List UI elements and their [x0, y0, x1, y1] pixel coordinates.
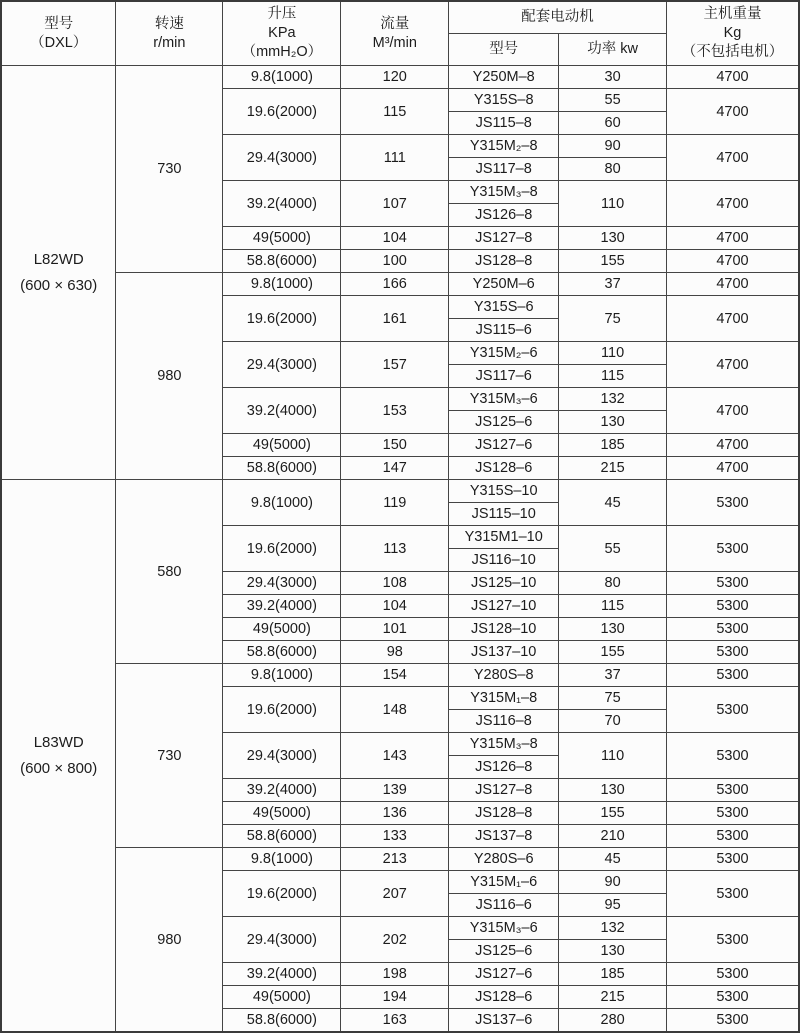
motor-model-cell: Y315M₂–8 — [449, 135, 559, 158]
motor-model-cell: Y315M₃–6 — [449, 917, 559, 940]
motor-power-cell: 80 — [559, 572, 667, 595]
flow-cell: 104 — [341, 227, 449, 250]
weight-cell: 4700 — [666, 250, 799, 273]
motor-power-cell: 215 — [559, 986, 667, 1009]
table-row — [1, 848, 799, 871]
motor-power-cell: 130 — [559, 411, 667, 434]
motor-model-cell: JS128–6 — [449, 986, 559, 1009]
flow-cell: 161 — [341, 296, 449, 342]
motor-model-cell: JS128–10 — [449, 618, 559, 641]
motor-power-cell: 210 — [559, 825, 667, 848]
pressure-cell: 39.2(4000) — [223, 595, 341, 618]
weight-cell: 5300 — [666, 687, 799, 733]
motor-model-cell: JS117–8 — [449, 158, 559, 181]
motor-model-cell: Y315M1–10 — [449, 526, 559, 549]
motor-power-cell: 110 — [559, 342, 667, 365]
motor-model-cell: Y280S–6 — [449, 848, 559, 871]
weight-cell: 5300 — [666, 779, 799, 802]
flow-cell: 153 — [341, 388, 449, 434]
flow-cell: 115 — [341, 89, 449, 135]
pressure-cell: 49(5000) — [223, 802, 341, 825]
weight-cell: 5300 — [666, 917, 799, 963]
flow-cell: 207 — [341, 871, 449, 917]
weight-cell: 4700 — [666, 388, 799, 434]
flow-cell: 147 — [341, 457, 449, 480]
motor-model-cell: JS127–8 — [449, 227, 559, 250]
motor-model-cell: Y250M–8 — [449, 66, 559, 89]
motor-model-cell: JS115–10 — [449, 503, 559, 526]
motor-model-cell: Y315M₃–8 — [449, 733, 559, 756]
weight-cell: 5300 — [666, 595, 799, 618]
motor-power-cell: 132 — [559, 388, 667, 411]
weight-cell: 4700 — [666, 181, 799, 227]
motor-power-cell: 215 — [559, 457, 667, 480]
weight-cell: 4700 — [666, 434, 799, 457]
motor-model-cell: Y280S–8 — [449, 664, 559, 687]
motor-model-cell: Y315M₁–6 — [449, 871, 559, 894]
header-weight-line3: （不包括电机） — [681, 44, 784, 60]
pressure-cell: 58.8(6000) — [223, 825, 341, 848]
pressure-cell: 29.4(3000) — [223, 572, 341, 595]
motor-model-cell: JS117–6 — [449, 365, 559, 388]
motor-power-cell: 80 — [559, 158, 667, 181]
motor-power-cell: 155 — [559, 641, 667, 664]
motor-power-cell: 95 — [559, 894, 667, 917]
motor-model-cell: JS115–8 — [449, 112, 559, 135]
motor-power-cell: 45 — [559, 848, 667, 871]
flow-cell: 107 — [341, 181, 449, 227]
speed-cell: 980 — [116, 273, 223, 480]
motor-model-cell: JS127–6 — [449, 434, 559, 457]
motor-power-cell: 132 — [559, 917, 667, 940]
motor-model-cell: JS116–6 — [449, 894, 559, 917]
pressure-cell: 19.6(2000) — [223, 89, 341, 135]
motor-model-cell: JS128–6 — [449, 457, 559, 480]
speed-cell: 730 — [116, 66, 223, 273]
pressure-cell: 39.2(4000) — [223, 963, 341, 986]
weight-cell: 5300 — [666, 848, 799, 871]
flow-cell: 157 — [341, 342, 449, 388]
pressure-cell: 19.6(2000) — [223, 687, 341, 733]
flow-cell: 101 — [341, 618, 449, 641]
speed-cell: 980 — [116, 848, 223, 1033]
weight-cell: 4700 — [666, 227, 799, 250]
motor-model-cell: JS125–10 — [449, 572, 559, 595]
motor-model-cell: Y315M₃–6 — [449, 388, 559, 411]
header-model-line2: （DXL） — [30, 34, 88, 51]
pressure-cell: 49(5000) — [223, 227, 341, 250]
motor-power-cell: 75 — [559, 687, 667, 710]
pressure-cell: 19.6(2000) — [223, 871, 341, 917]
pressure-cell: 39.2(4000) — [223, 181, 341, 227]
header-pressure-line1: 升压 — [267, 6, 297, 22]
motor-power-cell: 115 — [559, 365, 667, 388]
header-pressure — [223, 1, 341, 66]
weight-cell: 5300 — [666, 526, 799, 572]
header-motor-group: 配套电动机 — [449, 1, 667, 34]
motor-power-cell: 75 — [559, 296, 667, 342]
weight-cell: 4700 — [666, 273, 799, 296]
table-row — [1, 66, 799, 89]
motor-model-cell: JS126–8 — [449, 756, 559, 779]
motor-model-cell: JS125–6 — [449, 411, 559, 434]
flow-cell: 136 — [341, 802, 449, 825]
table-row — [1, 664, 799, 687]
weight-cell: 4700 — [666, 66, 799, 89]
motor-model-cell: JS128–8 — [449, 802, 559, 825]
motor-power-cell: 110 — [559, 181, 667, 227]
motor-power-cell: 90 — [559, 135, 667, 158]
flow-cell: 163 — [341, 1009, 449, 1033]
flow-cell: 148 — [341, 687, 449, 733]
motor-model-cell: JS137–8 — [449, 825, 559, 848]
pressure-cell: 29.4(3000) — [223, 733, 341, 779]
motor-model-cell: JS137–6 — [449, 1009, 559, 1033]
weight-cell: 4700 — [666, 89, 799, 135]
pressure-cell: 19.6(2000) — [223, 526, 341, 572]
weight-cell: 5300 — [666, 572, 799, 595]
pressure-cell: 49(5000) — [223, 434, 341, 457]
table-row — [1, 273, 799, 296]
header-model-line1: 型号 — [44, 15, 74, 32]
flow-cell: 119 — [341, 480, 449, 526]
motor-power-cell: 115 — [559, 595, 667, 618]
motor-power-cell: 155 — [559, 250, 667, 273]
weight-cell: 5300 — [666, 664, 799, 687]
pressure-cell: 19.6(2000) — [223, 296, 341, 342]
motor-model-cell: Y315S–6 — [449, 296, 559, 319]
flow-cell: 104 — [341, 595, 449, 618]
motor-model-cell: Y250M–6 — [449, 273, 559, 296]
flow-cell: 143 — [341, 733, 449, 779]
weight-cell: 5300 — [666, 871, 799, 917]
flow-cell: 213 — [341, 848, 449, 871]
pressure-cell: 29.4(3000) — [223, 917, 341, 963]
pressure-cell: 29.4(3000) — [223, 342, 341, 388]
motor-model-cell: Y315M₃–8 — [449, 181, 559, 204]
weight-cell: 5300 — [666, 1009, 799, 1033]
motor-power-cell: 37 — [559, 664, 667, 687]
motor-power-cell: 45 — [559, 480, 667, 526]
motor-power-cell: 130 — [559, 227, 667, 250]
pressure-cell: 9.8(1000) — [223, 66, 341, 89]
flow-cell: 120 — [341, 66, 449, 89]
header-flow-line2: M³/min — [372, 34, 417, 51]
motor-power-cell: 155 — [559, 802, 667, 825]
motor-model-cell: Y315M₁–8 — [449, 687, 559, 710]
pressure-cell: 58.8(6000) — [223, 457, 341, 480]
flow-cell: 198 — [341, 963, 449, 986]
model-size: (600 × 800) — [20, 759, 98, 777]
header-motor-model: 型号 — [449, 34, 559, 66]
motor-power-cell: 185 — [559, 963, 667, 986]
motor-power-cell: 185 — [559, 434, 667, 457]
motor-power-cell: 55 — [559, 89, 667, 112]
header-weight — [666, 1, 799, 66]
model-cell — [1, 66, 116, 480]
pressure-cell: 29.4(3000) — [223, 135, 341, 181]
pressure-cell: 9.8(1000) — [223, 848, 341, 871]
flow-cell: 166 — [341, 273, 449, 296]
pressure-cell: 49(5000) — [223, 986, 341, 1009]
header-pressure-line3: （mmH₂O） — [241, 44, 323, 60]
pressure-cell: 39.2(4000) — [223, 388, 341, 434]
pressure-cell: 58.8(6000) — [223, 641, 341, 664]
header-speed-line1: 转速 — [154, 15, 184, 32]
motor-model-cell: Y315S–8 — [449, 89, 559, 112]
flow-cell: 133 — [341, 825, 449, 848]
header-flow — [341, 1, 449, 66]
motor-power-cell: 130 — [559, 618, 667, 641]
motor-power-cell: 110 — [559, 733, 667, 779]
weight-cell: 5300 — [666, 480, 799, 526]
motor-power-cell: 280 — [559, 1009, 667, 1033]
weight-cell: 5300 — [666, 641, 799, 664]
model-name: L82WD — [33, 250, 84, 268]
flow-cell: 98 — [341, 641, 449, 664]
weight-cell: 4700 — [666, 135, 799, 181]
table-header — [1, 1, 799, 66]
table-body — [1, 66, 799, 1033]
weight-cell: 4700 — [666, 342, 799, 388]
model-size: (600 × 630) — [20, 276, 98, 294]
motor-model-cell: JS126–8 — [449, 204, 559, 227]
header-motor-power: 功率 kw — [559, 34, 667, 66]
pressure-cell: 9.8(1000) — [223, 273, 341, 296]
motor-model-cell: JS127–10 — [449, 595, 559, 618]
weight-cell: 4700 — [666, 296, 799, 342]
pressure-cell: 9.8(1000) — [223, 480, 341, 526]
pressure-cell: 49(5000) — [223, 618, 341, 641]
header-flow-line1: 流量 — [380, 15, 410, 32]
flow-cell: 139 — [341, 779, 449, 802]
header-speed — [116, 1, 223, 66]
motor-power-cell: 37 — [559, 273, 667, 296]
flow-cell: 194 — [341, 986, 449, 1009]
header-model — [1, 1, 116, 66]
weight-cell: 5300 — [666, 986, 799, 1009]
flow-cell: 150 — [341, 434, 449, 457]
model-cell — [1, 480, 116, 1033]
flow-cell: 111 — [341, 135, 449, 181]
header-pressure-line2: KPa — [268, 25, 296, 41]
motor-power-cell: 130 — [559, 779, 667, 802]
motor-model-cell: JS127–8 — [449, 779, 559, 802]
flow-cell: 154 — [341, 664, 449, 687]
weight-cell: 5300 — [666, 963, 799, 986]
motor-model-cell: JS137–10 — [449, 641, 559, 664]
header-weight-line1: 主机重量 — [703, 6, 762, 22]
motor-model-cell: JS116–10 — [449, 549, 559, 572]
motor-model-cell: JS115–6 — [449, 319, 559, 342]
flow-cell: 202 — [341, 917, 449, 963]
motor-power-cell: 30 — [559, 66, 667, 89]
motor-model-cell: JS127–6 — [449, 963, 559, 986]
motor-model-cell: JS116–8 — [449, 710, 559, 733]
motor-model-cell: JS128–8 — [449, 250, 559, 273]
motor-model-cell: JS125–6 — [449, 940, 559, 963]
motor-power-cell: 60 — [559, 112, 667, 135]
table-row — [1, 480, 799, 503]
motor-model-cell: Y315S–10 — [449, 480, 559, 503]
speed-cell: 580 — [116, 480, 223, 664]
weight-cell: 5300 — [666, 825, 799, 848]
flow-cell: 108 — [341, 572, 449, 595]
header-weight-line2: Kg — [723, 25, 742, 41]
speed-cell: 730 — [116, 664, 223, 848]
pressure-cell: 58.8(6000) — [223, 250, 341, 273]
header-speed-line2: r/min — [153, 34, 186, 51]
motor-power-cell: 55 — [559, 526, 667, 572]
weight-cell: 4700 — [666, 457, 799, 480]
motor-model-cell: Y315M₂–6 — [449, 342, 559, 365]
weight-cell: 5300 — [666, 802, 799, 825]
weight-cell: 5300 — [666, 733, 799, 779]
model-name: L83WD — [33, 733, 84, 751]
flow-cell: 113 — [341, 526, 449, 572]
pressure-cell: 58.8(6000) — [223, 1009, 341, 1033]
pressure-cell: 39.2(4000) — [223, 779, 341, 802]
motor-power-cell: 130 — [559, 940, 667, 963]
weight-cell: 5300 — [666, 618, 799, 641]
pressure-cell: 9.8(1000) — [223, 664, 341, 687]
motor-power-cell: 90 — [559, 871, 667, 894]
motor-power-cell: 70 — [559, 710, 667, 733]
flow-cell: 100 — [341, 250, 449, 273]
